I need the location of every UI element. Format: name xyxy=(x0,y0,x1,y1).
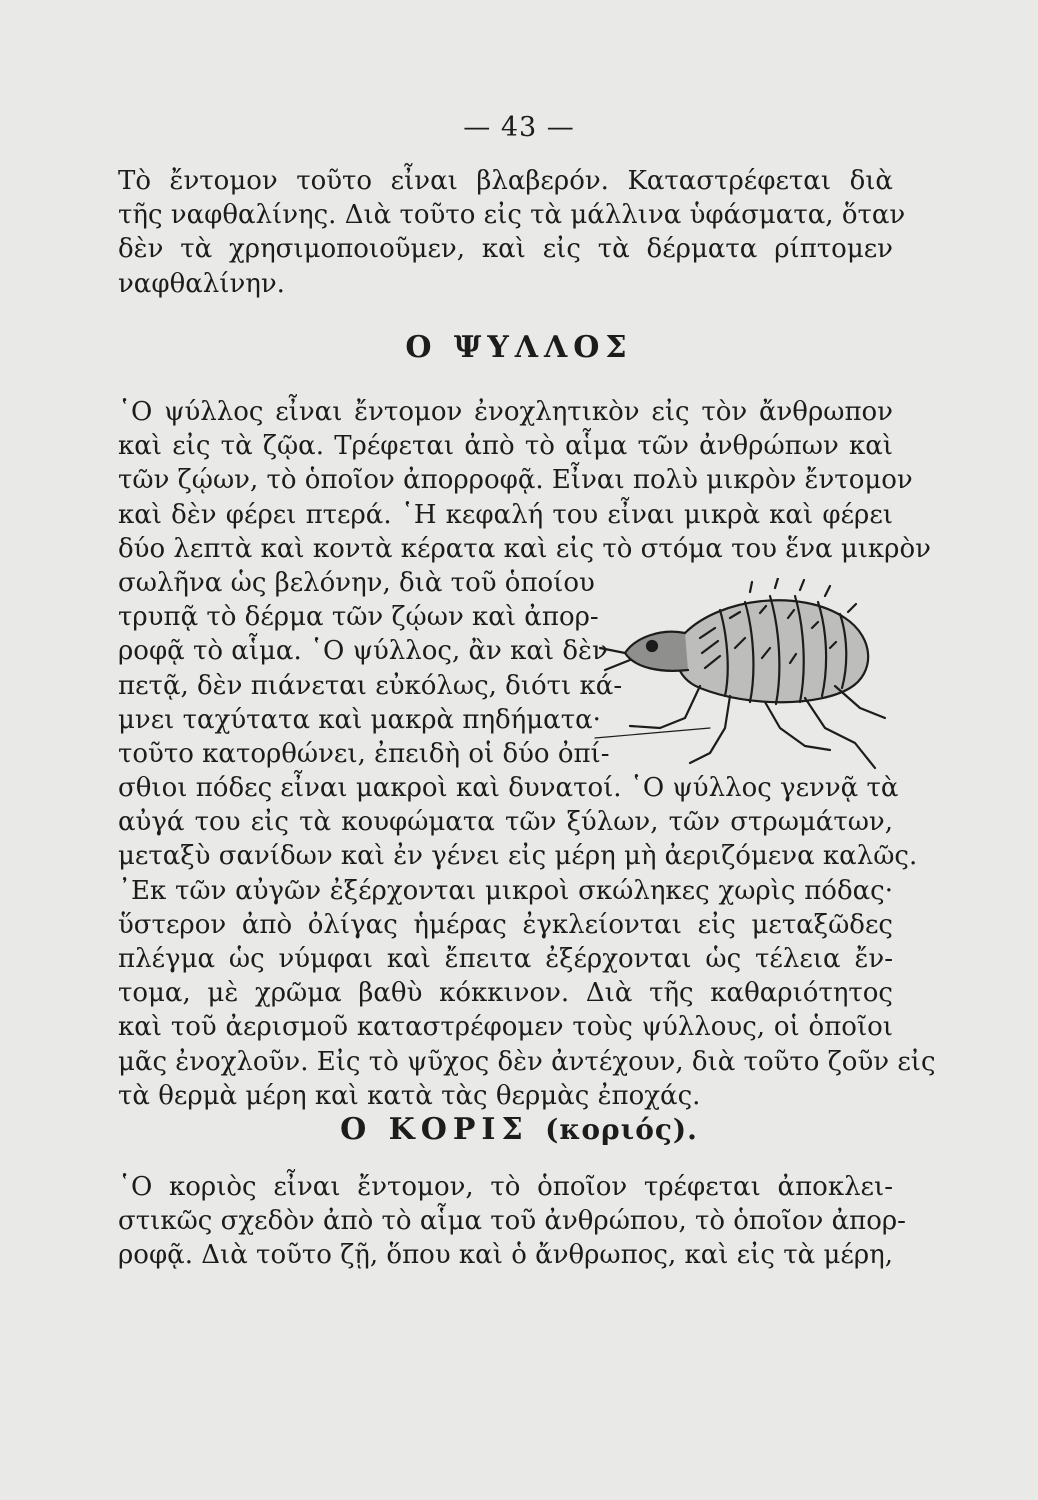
text-line: τοῦτο κατορθώνει, ἐπειδὴ οἱ δύο ὀπί- xyxy=(118,738,610,769)
text-line: ὕστερον ἀπὸ ὀλίγας ἡμέρας ἐγκλείονται εἰς μεταξῶδες xyxy=(118,909,893,940)
intro-paragraph xyxy=(118,164,906,301)
text-line: Τὸ ἔντομον τοῦτο εἶναι βλαβερόν. Καταστρέφεται διὰ xyxy=(118,166,893,196)
text-line: τρυπᾷ τὸ δέρμα τῶν ζῴων καὶ ἀπορ- xyxy=(118,602,599,633)
text-line: στικῶς σχεδὸν ἀπὸ τὸ αἷμα τοῦ ἀνθρώπου, τὸ ὁποῖον ἀπορ- xyxy=(118,1206,906,1237)
bedbug-paragraph xyxy=(118,1170,906,1273)
section-title-bedbug-subtitle: (κοριός). xyxy=(545,1113,698,1146)
text-line: ῾Ο ψύλλος εἶναι ἔντομον ἐνοχλητικὸν εἰς τὸν ἄνθρωπον xyxy=(118,397,893,427)
text-line: καὶ εἰς τὰ ζῷα. Τρέφεται ἀπὸ τὸ αἷμα τῶν ἀνθρώπων καὶ xyxy=(118,431,893,462)
text-line: πετᾷ, δὲν πιάνεται εὐκόλως, διότι κά- xyxy=(118,670,623,701)
text-line: καὶ τοῦ ἀερισμοῦ καταστρέφομεν τοὺς ψύλλους, οἱ ὁποῖοι xyxy=(118,1012,893,1043)
section-title-bedbug-main: Ο ΚΟΡΙΣ xyxy=(340,1112,529,1147)
text-line: τομα, μὲ χρῶμα βαθὺ κόκκινον. Διὰ τῆς καθαριότητος xyxy=(118,978,893,1009)
text-line: δύο λεπτὰ καὶ κοντὰ κέρατα καὶ εἰς τὸ στόμα του ἕνα μικρὸν xyxy=(118,533,931,564)
text-line: μνει ταχύτατα καὶ μακρὰ πηδήματα· xyxy=(118,704,601,735)
page-number: — 43 — xyxy=(463,112,575,143)
section-title-bedbug xyxy=(0,1112,1038,1147)
text-line: αὐγά του εἰς τὰ κουφώματα τῶν ξύλων, τῶν στρωμάτων, xyxy=(118,807,893,838)
text-line: πλέγμα ὡς νύμφαι καὶ ἔπειτα ἐξέρχονται ὡς τέλεια ἔν- xyxy=(118,944,893,974)
text-line: μᾶς ἐνοχλοῦν. Εἰς τὸ ψῦχος δὲν ἀντέχουν, διὰ τοῦτο ζοῦν εἰς xyxy=(118,1046,936,1077)
text-line: σωλῆνα ὡς βελόνην, διὰ τοῦ ὁποίου xyxy=(118,567,595,598)
text-line: τὰ θερμὰ μέρη καὶ κατὰ τὰς θερμὰς ἐποχάς. xyxy=(118,1080,701,1111)
text-line: ροφᾷ τὸ αἷμα. ῾Ο ψύλλος, ἂν καὶ δὲν xyxy=(118,636,608,667)
text-line: ναφθαλίνην. xyxy=(118,268,285,299)
text-line: δὲν τὰ χρησιμοποιοῦμεν, καὶ εἰς τὰ δέρματα ρίπτομεν xyxy=(118,234,893,265)
section-title-flea: Ο ΨΥΛΛΟΣ xyxy=(405,330,633,365)
text-line: ᾿Εκ τῶν αὐγῶν ἐξέρχονται μικροὶ σκώληκες χωρὶς πόδας· xyxy=(118,875,893,906)
text-line: καὶ δὲν φέρει πτερά. ῾Η κεφαλή του εἶναι μικρὰ καὶ φέρει xyxy=(118,499,893,530)
text-line: τῶν ζῴων, τὸ ὁποῖον ἀπορροφᾷ. Εἶναι πολὺ μικρὸν ἔντομον xyxy=(118,465,913,496)
flea-illustration-icon xyxy=(590,578,890,778)
text-line: σθιοι πόδες εἶναι μακροὶ καὶ δυνατοί. ῾Ο ψύλλος γεννᾷ τὰ xyxy=(118,773,899,804)
text-line: ῾Ο κοριὸς εἶναι ἔντομον, τὸ ὁποῖον τρέφεται ἀποκλει- xyxy=(118,1172,893,1202)
text-line: μεταξὺ σανίδων καὶ ἐν γένει εἰς μέρη μὴ ἀεριζόμενα καλῶς. xyxy=(118,841,918,872)
text-line: τῆς ναφθαλίνης. Διὰ τοῦτο εἰς τὰ μάλλινα ὑφάσματα, ὅταν xyxy=(118,200,906,231)
text-line: ροφᾷ. Διὰ τοῦτο ζῇ, ὅπου καὶ ὁ ἄνθρωπος, καὶ εἰς τὰ μέρη, xyxy=(118,1240,893,1271)
